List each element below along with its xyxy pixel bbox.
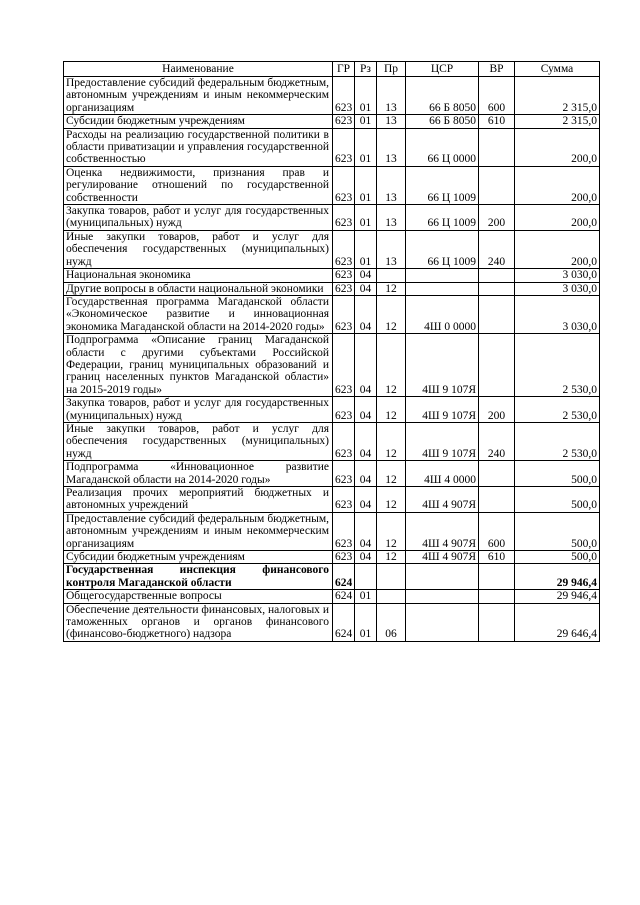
cell-sum: 29 646,4 (515, 603, 600, 641)
table-row (64, 461, 600, 487)
cell-vr: 240 (479, 422, 515, 460)
cell-csr: 4Ш 4 0000 (406, 461, 479, 487)
cell-sum: 200,0 (515, 166, 600, 204)
cell-gr: 623 (333, 295, 355, 333)
cell-csr (406, 603, 479, 641)
cell-gr: 623 (333, 461, 355, 487)
table-row (64, 551, 600, 564)
cell-csr (406, 269, 479, 282)
cell-pr (377, 590, 406, 603)
cell-csr: 4Ш 9 107Я (406, 334, 479, 397)
cell-sum: 2 530,0 (515, 422, 600, 460)
cell-vr (479, 487, 515, 513)
cell-name: Предоставление субсидий федеральным бюджетным, автономным учреждениям и иным некоммерческим организациям (64, 512, 333, 550)
cell-rz: 01 (355, 603, 377, 641)
table-row (64, 295, 600, 333)
cell-csr: 4Ш 4 907Я (406, 551, 479, 564)
cell-gr: 623 (333, 77, 355, 115)
cell-pr: 12 (377, 512, 406, 550)
cell-sum: 2 315,0 (515, 77, 600, 115)
cell-pr: 13 (377, 77, 406, 115)
cell-sum: 500,0 (515, 551, 600, 564)
cell-rz: 01 (355, 230, 377, 268)
table-row (64, 128, 600, 166)
cell-pr (377, 269, 406, 282)
cell-name: Оценка недвижимости, признания прав и регулирование отношений по государственной собственности (64, 166, 333, 204)
cell-rz: 04 (355, 282, 377, 295)
cell-vr (479, 603, 515, 641)
cell-rz: 04 (355, 512, 377, 550)
cell-rz: 01 (355, 205, 377, 231)
cell-gr: 623 (333, 166, 355, 204)
cell-pr: 12 (377, 422, 406, 460)
cell-rz: 04 (355, 551, 377, 564)
cell-pr: 12 (377, 282, 406, 295)
cell-gr: 623 (333, 269, 355, 282)
cell-pr: 12 (377, 461, 406, 487)
table-row (64, 230, 600, 268)
cell-name: Закупка товаров, работ и услуг для государственных (муниципальных) нужд (64, 397, 333, 423)
cell-pr: 12 (377, 551, 406, 564)
cell-csr (406, 564, 479, 590)
cell-pr: 12 (377, 397, 406, 423)
cell-sum: 3 030,0 (515, 269, 600, 282)
cell-name: Государственная программа Магаданской области «Экономическое развитие и инновационная экономика Магаданской области на 2014-2020 годы» (64, 295, 333, 333)
cell-vr: 240 (479, 230, 515, 268)
cell-sum: 200,0 (515, 205, 600, 231)
cell-name: Обеспечение деятельности финансовых, налоговых и таможенных органов и органов финансового (финансово-бюджетного) надзора (64, 603, 333, 641)
cell-rz: 04 (355, 487, 377, 513)
cell-gr: 623 (333, 115, 355, 128)
cell-sum: 500,0 (515, 487, 600, 513)
cell-name: Подпрограмма «Описание границ Магаданской области с другими субъектами Российской Федерации, границ муниципальных образований и границ населенных пунктов Магаданской области» на 2015-2019 годы» (64, 334, 333, 397)
cell-name: Иные закупки товаров, работ и услуг для обеспечения государственных (муниципальных) нужд (64, 422, 333, 460)
cell-vr: 600 (479, 512, 515, 550)
cell-vr: 200 (479, 397, 515, 423)
cell-gr: 623 (333, 282, 355, 295)
cell-gr: 623 (333, 487, 355, 513)
table-row (64, 564, 600, 590)
table-row (64, 205, 600, 231)
cell-sum: 2 530,0 (515, 334, 600, 397)
cell-sum: 200,0 (515, 230, 600, 268)
cell-name: Другие вопросы в области национальной экономики (64, 282, 333, 295)
table-row (64, 603, 600, 641)
header-vr: ВР (479, 62, 515, 77)
cell-name: Предоставление субсидий федеральным бюджетным, автономным учреждениям и иным некоммерческим организациям (64, 77, 333, 115)
cell-rz: 01 (355, 128, 377, 166)
table-row (64, 269, 600, 282)
header-row (64, 62, 600, 77)
table-row (64, 115, 600, 128)
table-body (64, 77, 600, 642)
cell-gr: 623 (333, 397, 355, 423)
cell-sum: 29 946,4 (515, 564, 600, 590)
table-row (64, 282, 600, 295)
cell-csr: 4Ш 4 907Я (406, 487, 479, 513)
cell-pr: 13 (377, 205, 406, 231)
cell-vr (479, 461, 515, 487)
cell-vr: 600 (479, 77, 515, 115)
cell-pr: 12 (377, 487, 406, 513)
cell-csr: 4Ш 9 107Я (406, 397, 479, 423)
cell-pr: 06 (377, 603, 406, 641)
cell-csr: 66 Ц 1009 (406, 205, 479, 231)
cell-csr: 66 Б 8050 (406, 77, 479, 115)
cell-pr: 13 (377, 115, 406, 128)
cell-rz: 04 (355, 397, 377, 423)
cell-name: Общегосударственные вопросы (64, 590, 333, 603)
budget-table (63, 61, 600, 642)
cell-sum: 2 315,0 (515, 115, 600, 128)
cell-sum: 500,0 (515, 512, 600, 550)
cell-vr (479, 166, 515, 204)
header-csr: ЦСР (406, 62, 479, 77)
cell-pr: 13 (377, 166, 406, 204)
cell-pr: 13 (377, 230, 406, 268)
cell-vr (479, 564, 515, 590)
budget-document-page (63, 61, 599, 642)
cell-rz: 01 (355, 590, 377, 603)
header-name: Наименование (64, 62, 333, 77)
cell-vr (479, 295, 515, 333)
cell-gr: 624 (333, 590, 355, 603)
table-row (64, 487, 600, 513)
cell-csr (406, 590, 479, 603)
cell-sum: 29 946,4 (515, 590, 600, 603)
cell-pr: 12 (377, 334, 406, 397)
cell-pr: 12 (377, 295, 406, 333)
cell-rz: 04 (355, 422, 377, 460)
cell-pr: 13 (377, 128, 406, 166)
cell-csr: 4Ш 9 107Я (406, 422, 479, 460)
cell-gr: 623 (333, 512, 355, 550)
cell-name: Национальная экономика (64, 269, 333, 282)
header-sum: Сумма (515, 62, 600, 77)
header-gr: ГР (333, 62, 355, 77)
cell-vr (479, 590, 515, 603)
table-row (64, 512, 600, 550)
cell-rz: 01 (355, 115, 377, 128)
cell-rz: 04 (355, 269, 377, 282)
header-pr: Пр (377, 62, 406, 77)
header-rz: Рз (355, 62, 377, 77)
cell-csr: 66 Б 8050 (406, 115, 479, 128)
table-row (64, 590, 600, 603)
cell-sum: 200,0 (515, 128, 600, 166)
cell-rz: 04 (355, 461, 377, 487)
cell-csr: 66 Ц 0000 (406, 128, 479, 166)
cell-gr: 623 (333, 551, 355, 564)
cell-rz: 01 (355, 166, 377, 204)
cell-gr: 623 (333, 422, 355, 460)
cell-gr: 623 (333, 205, 355, 231)
cell-gr: 624 (333, 564, 355, 590)
table-row (64, 422, 600, 460)
cell-name: Реализация прочих мероприятий бюджетных и автономных учреждений (64, 487, 333, 513)
cell-gr: 623 (333, 230, 355, 268)
cell-gr: 623 (333, 334, 355, 397)
cell-gr: 623 (333, 128, 355, 166)
cell-gr: 624 (333, 603, 355, 641)
cell-vr (479, 128, 515, 166)
cell-csr: 4Ш 4 907Я (406, 512, 479, 550)
cell-vr: 610 (479, 551, 515, 564)
cell-rz: 01 (355, 77, 377, 115)
cell-vr (479, 282, 515, 295)
cell-name: Государственная инспекция финансового контроля Магаданской области (64, 564, 333, 590)
cell-vr: 200 (479, 205, 515, 231)
cell-name: Иные закупки товаров, работ и услуг для обеспечения государственных (муниципальных) нужд (64, 230, 333, 268)
cell-sum: 3 030,0 (515, 295, 600, 333)
cell-name: Субсидии бюджетным учреждениям (64, 115, 333, 128)
cell-name: Закупка товаров, работ и услуг для государственных (муниципальных) нужд (64, 205, 333, 231)
table-row (64, 334, 600, 397)
cell-rz (355, 564, 377, 590)
table-row (64, 166, 600, 204)
cell-name: Расходы на реализацию государственной политики в области приватизации и управления государственной собственностью (64, 128, 333, 166)
cell-csr: 66 Ц 1009 (406, 230, 479, 268)
cell-csr (406, 282, 479, 295)
cell-sum: 500,0 (515, 461, 600, 487)
cell-sum: 2 530,0 (515, 397, 600, 423)
cell-csr: 66 Ц 1009 (406, 166, 479, 204)
cell-sum: 3 030,0 (515, 282, 600, 295)
cell-pr (377, 564, 406, 590)
cell-name: Субсидии бюджетным учреждениям (64, 551, 333, 564)
cell-rz: 04 (355, 334, 377, 397)
table-row (64, 397, 600, 423)
cell-vr (479, 269, 515, 282)
cell-csr: 4Ш 0 0000 (406, 295, 479, 333)
table-header (64, 62, 600, 77)
cell-vr: 610 (479, 115, 515, 128)
cell-rz: 04 (355, 295, 377, 333)
cell-vr (479, 334, 515, 397)
cell-name: Подпрограмма «Инновационное развитие Магаданской области на 2014-2020 годы» (64, 461, 333, 487)
table-row (64, 77, 600, 115)
